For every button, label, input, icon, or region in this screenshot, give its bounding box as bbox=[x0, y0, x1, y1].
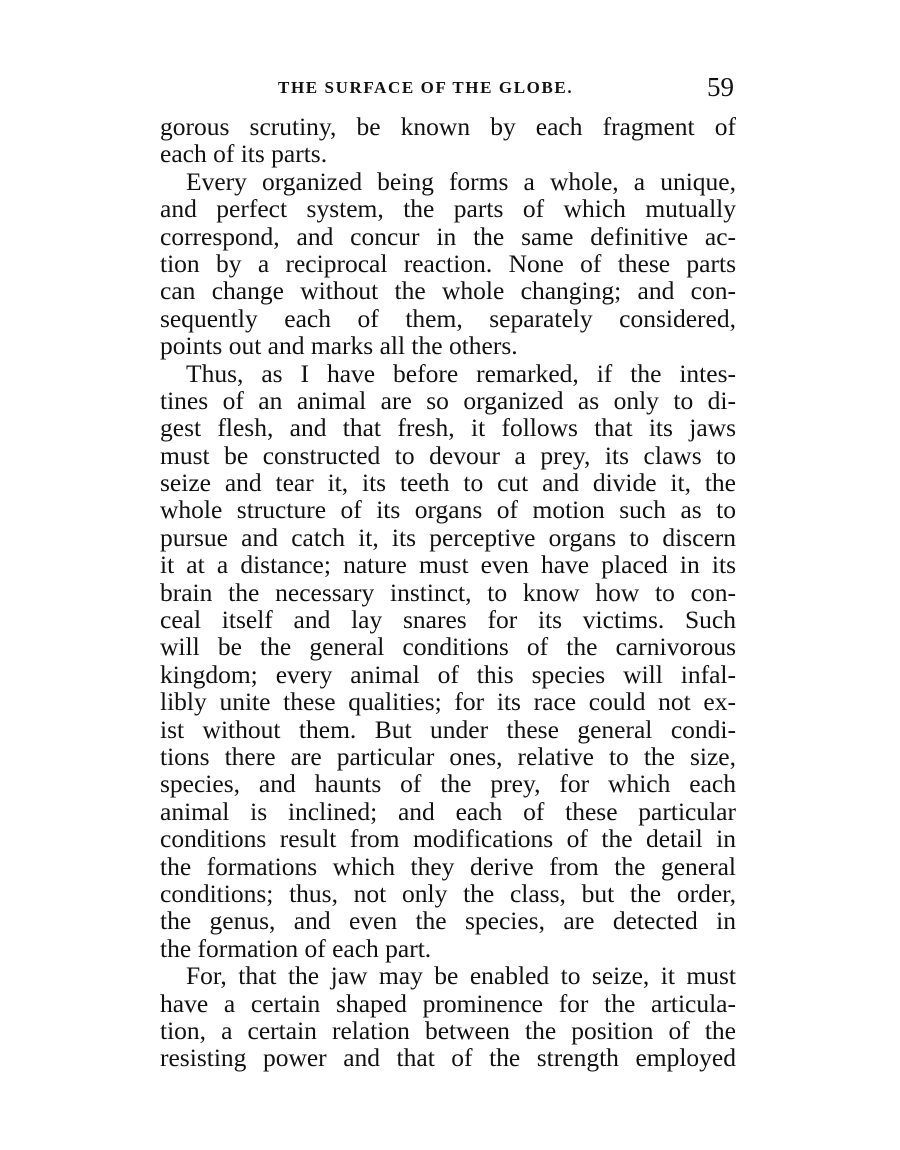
text-line: the genus, and even the species, are detected in bbox=[160, 906, 736, 936]
text-line: sequently each of them, separately considered, bbox=[160, 303, 736, 333]
text-line: gorous scrutiny, be known by each fragment of bbox=[160, 112, 736, 141]
text-line: ist without them. But under these general condi- bbox=[160, 714, 736, 744]
text-line: Thus, as I have before remarked, if the intes- bbox=[186, 358, 736, 388]
text-line: must be constructed to devour a prey, its claws to bbox=[160, 440, 736, 470]
text-line: each of its parts. bbox=[160, 139, 328, 169]
text-line: whole structure of its organs of motion such as to bbox=[160, 495, 736, 525]
text-line: tion by a reciprocal reaction. None of these parts bbox=[160, 248, 736, 278]
body-text bbox=[160, 113, 736, 1072]
text-line: points out and marks all the others. bbox=[160, 331, 518, 361]
text-line: libly unite these qualities; for its race could not ex- bbox=[160, 687, 736, 717]
text-line: and perfect system, the parts of which mutually bbox=[160, 194, 736, 224]
text-line: correspond, and concur in the same definitive ac- bbox=[160, 221, 736, 251]
text-line: it at a distance; nature must even have placed in its bbox=[160, 550, 736, 580]
text-line: Every organized being forms a whole, a unique, bbox=[186, 166, 736, 196]
text-line: have a certain shaped prominence for the articula- bbox=[160, 988, 736, 1018]
text-line: conditions result from modifications of the detail in bbox=[160, 824, 736, 854]
running-head bbox=[160, 72, 736, 106]
text-line: tion, a certain relation between the position of the bbox=[160, 1015, 736, 1045]
text-line: animal is inclined; and each of these particular bbox=[160, 796, 736, 826]
text-line: can change without the whole changing; and con- bbox=[160, 276, 736, 306]
text-line: For, that the jaw may be enabled to seize, it must bbox=[186, 961, 736, 991]
text-line: ceal itself and lay snares for its victims. Such bbox=[160, 605, 736, 635]
text-line: pursue and catch it, its perceptive organs to discern bbox=[160, 522, 736, 552]
text-line: conditions; thus, not only the class, but the order, bbox=[160, 878, 736, 908]
text-line: resisting power and that of the strength employed bbox=[160, 1043, 736, 1073]
text-line: the formation of each part. bbox=[160, 933, 432, 963]
text-line: gest flesh, and that fresh, it follows that its jaws bbox=[160, 413, 736, 443]
text-line: species, and haunts of the prey, for which each bbox=[160, 769, 736, 799]
text-line: tines of an animal are so organized as only to di- bbox=[160, 385, 736, 415]
text-line: tions there are particular ones, relative to the size, bbox=[160, 741, 736, 771]
page-number: 59 bbox=[707, 72, 734, 102]
text-line: will be the general conditions of the carnivorous bbox=[160, 632, 736, 662]
running-title: THE SURFACE OF THE GLOBE. bbox=[278, 78, 574, 97]
text-line: brain the necessary instinct, to know how to con- bbox=[160, 577, 736, 607]
text-line: kingdom; every animal of this species will infal- bbox=[160, 659, 736, 689]
text-line: seize and tear it, its teeth to cut and divide it, the bbox=[160, 468, 736, 498]
text-line: the formations which they derive from the general bbox=[160, 851, 736, 881]
